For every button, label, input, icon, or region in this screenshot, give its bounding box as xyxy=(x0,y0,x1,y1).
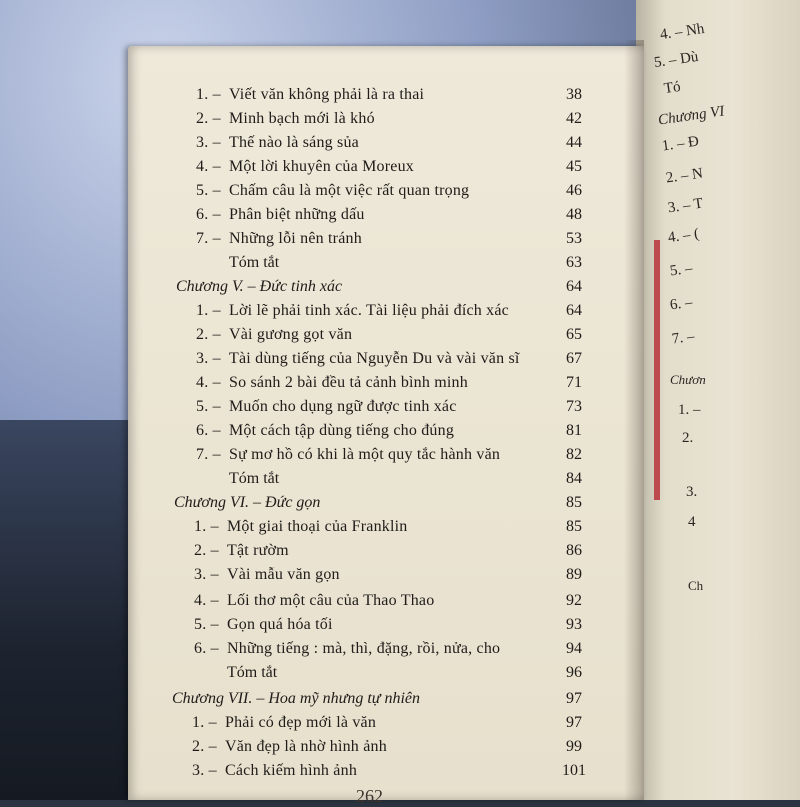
toc-page-number: 86 xyxy=(566,542,582,559)
next-page-line: 6. – xyxy=(668,294,694,314)
toc-page-number: 92 xyxy=(566,592,582,609)
toc-number: 5. – xyxy=(194,616,219,633)
toc-number: 4. – xyxy=(196,158,221,175)
chapter-heading xyxy=(174,494,320,512)
toc-title: Lời lẽ phải tinh xác. Tài liệu phải đích xác xyxy=(229,302,509,319)
chapter-separator: – xyxy=(256,690,265,707)
toc-number: 1. – xyxy=(194,518,219,535)
background-shadow xyxy=(0,420,140,800)
toc-page-number: 85 xyxy=(566,494,582,511)
chapter-heading xyxy=(172,690,420,708)
toc-page-number: 63 xyxy=(566,254,582,271)
toc-title: Gọn quá hóa tối xyxy=(227,616,333,633)
toc-number: 1. – xyxy=(192,714,217,731)
page-edge-strip xyxy=(654,240,660,500)
toc-number: 2. – xyxy=(192,738,217,755)
chapter-label: Chương V. xyxy=(176,278,244,295)
toc-title: Viết văn không phải là ra thai xyxy=(229,86,425,103)
toc-page-number: 96 xyxy=(566,664,582,681)
toc-page-number: 97 xyxy=(566,714,582,731)
page-folio: 262 xyxy=(356,786,383,806)
toc-number: 2. – xyxy=(196,326,221,343)
next-page-line: 1. – xyxy=(678,402,701,418)
toc-title: Tật rườm xyxy=(227,542,289,559)
toc-number: 6. – xyxy=(196,206,221,223)
next-page-line: 5. – Dù xyxy=(653,48,700,72)
toc-title: Một giai thoại của Franklin xyxy=(227,518,408,535)
toc-page-number: 44 xyxy=(566,134,582,151)
toc-number: 6. – xyxy=(196,422,221,439)
toc-number: 3. – xyxy=(192,762,217,779)
next-page-line: 2. – N xyxy=(664,165,704,187)
toc-number: 1. – xyxy=(196,302,221,319)
next-page-line: 7. – xyxy=(670,328,696,348)
toc-summary: Tóm tắt xyxy=(227,664,278,681)
toc-title: Sự mơ hồ có khi là một quy tắc hành văn xyxy=(229,446,501,463)
toc-page-number: 99 xyxy=(566,738,582,755)
next-page-line: 3. xyxy=(686,484,698,500)
book-gutter xyxy=(624,40,644,800)
toc-page-number: 89 xyxy=(566,566,582,583)
toc-title: Muốn cho dụng ngữ được tinh xác xyxy=(229,398,457,415)
toc-number: 7. – xyxy=(196,446,221,463)
chapter-title: Hoa mỹ nhưng tự nhiên xyxy=(268,690,421,707)
chapter-label: Chương VII. xyxy=(172,690,253,707)
chapter-heading xyxy=(176,278,342,296)
chapter-label: Chương VI. xyxy=(174,494,250,511)
toc-page-number: 85 xyxy=(566,518,582,535)
toc-page-number: 53 xyxy=(566,230,582,247)
toc-page-number: 46 xyxy=(566,182,582,199)
toc-page-number: 84 xyxy=(566,470,582,487)
toc-page-number: 67 xyxy=(566,350,582,367)
next-page-line: Chương VI xyxy=(657,103,726,129)
toc-title: Vài mẫu văn gọn xyxy=(227,566,340,583)
toc-title: Những lỗi nên tránh xyxy=(229,230,362,247)
toc-number: 3. – xyxy=(194,566,219,583)
toc-title: Phải có đẹp mới là văn xyxy=(225,714,377,731)
toc-number: 4. – xyxy=(194,592,219,609)
toc-page-number: 94 xyxy=(566,640,582,657)
toc-number: 2. – xyxy=(194,542,219,559)
toc-title: Chấm câu là một việc rất quan trọng xyxy=(229,182,470,199)
toc-number: 3. – xyxy=(196,350,221,367)
next-page xyxy=(636,0,800,800)
toc-title: Phân biệt những dấu xyxy=(229,206,365,223)
toc-page-number: 71 xyxy=(566,374,582,391)
next-page-line: Tó xyxy=(662,78,682,98)
toc-title: Một lời khuyên của Moreux xyxy=(229,158,414,175)
next-page-line: 1. – Đ xyxy=(660,133,700,155)
chapter-separator: – xyxy=(253,494,262,511)
toc-title: Một cách tập dùng tiếng cho đúng xyxy=(229,422,455,439)
toc-page-number: 82 xyxy=(566,446,582,463)
toc-title: Văn đẹp là nhờ hình ảnh xyxy=(225,738,387,755)
toc-number: 1. – xyxy=(196,86,221,103)
toc-number: 7. – xyxy=(196,230,221,247)
toc-page-number: 81 xyxy=(566,422,582,439)
toc-page-number: 38 xyxy=(566,86,582,103)
toc-title: So sánh 2 bài đều tả cảnh bình minh xyxy=(229,374,468,391)
toc-page-number: 101 xyxy=(562,762,586,779)
next-page-line: 4 xyxy=(688,514,696,530)
next-page-line: 4. – ( xyxy=(666,225,701,247)
toc-summary: Tóm tắt xyxy=(229,254,280,271)
toc-page-number: 64 xyxy=(566,302,582,319)
toc-title: Minh bạch mới là khó xyxy=(229,110,375,127)
toc-number: 2. – xyxy=(196,110,221,127)
toc-number: 3. – xyxy=(196,134,221,151)
toc-number: 5. – xyxy=(196,182,221,199)
toc-number: 6. – xyxy=(194,640,219,657)
toc-page-number: 73 xyxy=(566,398,582,415)
next-page-line: Chươn xyxy=(670,372,706,387)
chapter-title: Đức gọn xyxy=(265,494,321,511)
toc-page-number: 42 xyxy=(566,110,582,127)
next-page-line: Ch xyxy=(688,578,704,593)
chapter-separator: – xyxy=(247,278,256,295)
toc-title: Lối thơ một câu của Thao Thao xyxy=(227,592,435,609)
toc-page-number: 97 xyxy=(566,690,582,707)
toc-summary: Tóm tắt xyxy=(229,470,280,487)
toc-page-number: 93 xyxy=(566,616,582,633)
toc-page-number: 48 xyxy=(566,206,582,223)
next-page-line: 3. – T xyxy=(666,195,705,217)
toc-page-number: 65 xyxy=(566,326,582,343)
toc-page-number: 64 xyxy=(566,278,582,295)
toc-number: 5. – xyxy=(196,398,221,415)
toc-title: Vài gương gọt văn xyxy=(229,326,353,343)
toc-number: 4. – xyxy=(196,374,221,391)
chapter-title: Đức tinh xác xyxy=(259,278,343,295)
toc-title: Cách kiếm hình ảnh xyxy=(225,762,358,779)
next-page-line: 4. – Nh xyxy=(659,20,706,44)
next-page-line: 2. xyxy=(682,430,694,446)
toc-title: Thế nào là sáng sủa xyxy=(229,134,359,151)
toc-title: Những tiếng : mà, thì, đặng, rồi, nửa, cho xyxy=(227,640,501,657)
next-page-line: 5. – xyxy=(668,260,694,280)
toc-page-number: 45 xyxy=(566,158,582,175)
toc-title: Tài dùng tiếng của Nguyễn Du và vài văn sĩ xyxy=(229,350,520,367)
